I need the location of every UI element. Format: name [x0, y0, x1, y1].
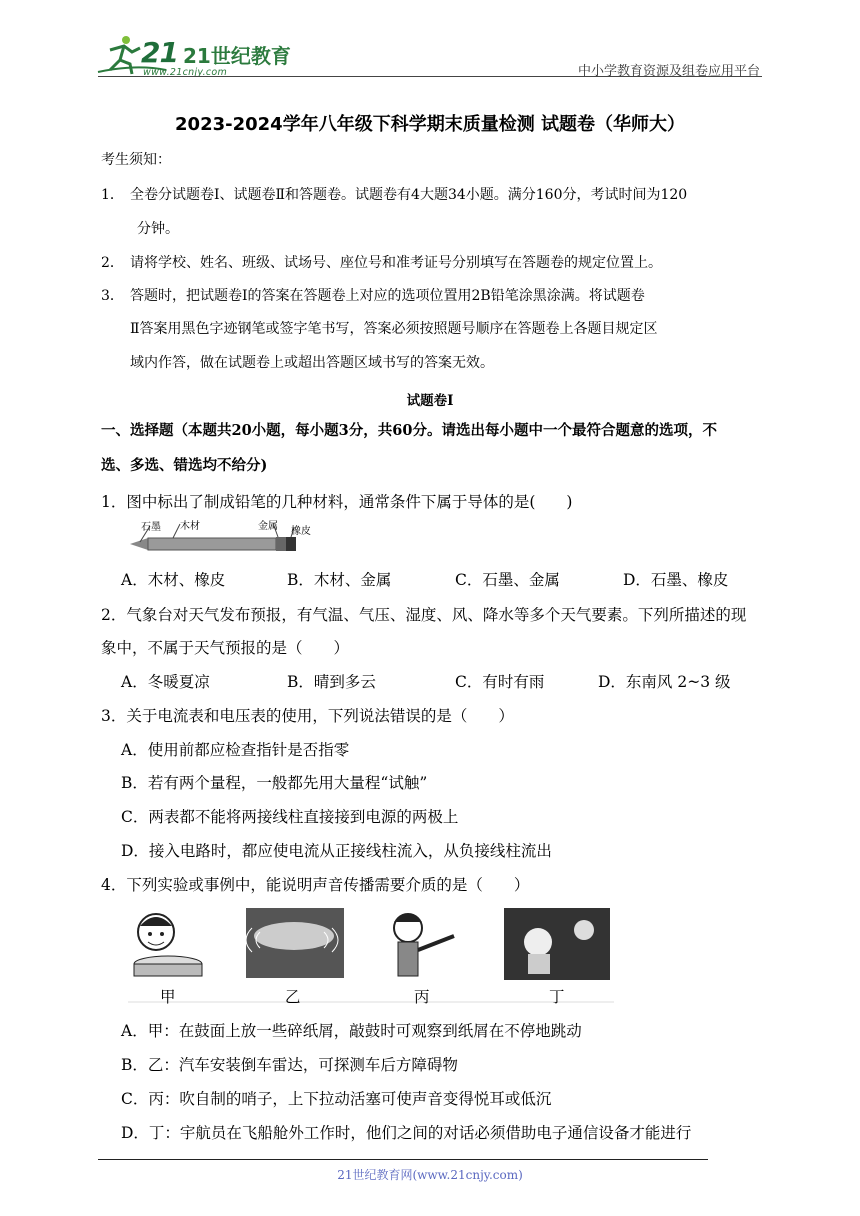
q2-stem-line-2: 象中，不属于天气预报的是（ ）	[101, 639, 350, 657]
notice-3-line-3: 域内作答，做在试题卷上或超出答题区域书写的答案无效。	[130, 355, 494, 371]
q2-stem-line-1: 2．气象台对天气发布预报，有气温、气压、湿度、风、降水等多个天气要素。下列所描述的现	[101, 606, 747, 624]
figure-whistle-icon	[394, 914, 454, 976]
q1-option-c: C．石墨、金属	[455, 571, 560, 589]
q3-option-d: D．接入电路时，都应使电流从正接线柱流入，从负接线柱流出	[121, 842, 552, 860]
q2-option-b: B．晴到多云	[287, 673, 376, 691]
section-title: 试题卷Ⅰ	[406, 393, 454, 409]
q2-option-d: D．东南风 2~3 级	[598, 673, 731, 691]
q4-option-b: B．乙：汽车安装倒车雷达，可探测车后方障碍物	[121, 1056, 458, 1074]
footer-divider	[98, 1159, 708, 1160]
notice-num-1: 1．	[101, 187, 124, 203]
fig-label-ding: 丁	[549, 988, 565, 1006]
fig-label-bing: 丙	[414, 988, 430, 1006]
footer-link[interactable]: 21世纪教育网(www.21cnjy.com)	[337, 1168, 523, 1182]
q4-option-d: D．丁：宇航员在飞船舱外工作时，他们之间的对话必须借助电子通信设备才能进行	[121, 1124, 692, 1142]
notice-heading: 考生须知：	[101, 152, 171, 168]
q2-option-c: C．有时有雨	[455, 673, 545, 691]
q4-stem: 4．下列实验或事例中，能说明声音传播需要介质的是（ ）	[101, 876, 530, 894]
q3-option-b: B．若有两个量程，一般都先用大量程“试触”	[121, 774, 428, 792]
fig-label-yi: 乙	[285, 988, 301, 1006]
notice-1-line-1: 全卷分试题卷Ⅰ、试题卷Ⅱ和答题卷。试题卷有4大题34小题。满分160分，考试时间为120	[130, 187, 688, 203]
fig-label-metal: 金属	[258, 521, 278, 532]
page-title: 2023-2024学年八年级下科学期末质量检测 试题卷（华师大）	[175, 114, 685, 135]
q4-option-c: C．丙：吹自制的哨子，上下拉动活塞可使声音变得悦耳或低沉	[121, 1090, 552, 1108]
notice-3-line-1: 答题时，把试题卷Ⅰ的答案在答题卷上对应的选项位置用2B铅笔涂黑涂满。将试题卷	[130, 288, 645, 304]
notice-num-3: 3．	[101, 288, 124, 304]
figure-drum-icon	[134, 914, 202, 976]
fig-label-eraser: 橡皮	[291, 526, 311, 537]
figure-astronaut-icon	[504, 908, 610, 980]
fig-label-graphite: 石墨	[141, 522, 161, 533]
q1-option-b: B．木材、金属	[287, 571, 392, 589]
notice-num-2: 2．	[101, 255, 124, 271]
logo-url: www.21cnjy.com	[143, 67, 228, 78]
q1-stem: 1．图中标出了制成铅笔的几种材料，通常条件下属于导体的是( )	[101, 493, 573, 511]
header-divider	[98, 76, 762, 77]
fig-label-jia: 甲	[160, 988, 176, 1006]
platform-name: 中小学教育资源及组卷应用平台	[577, 64, 760, 79]
part-heading-line-2: 选、多选、错选均不给分)	[101, 457, 268, 474]
fig-label-wood: 木材	[180, 521, 200, 532]
notice-3-line-2: Ⅱ答案用黑色字迹钢笔或签字笔书写，答案必须按照题号顺序在答题卷上各题目规定区	[130, 321, 658, 337]
notice-2-line-1: 请将学校、姓名、班级、试场号、座位号和准考证号分别填写在答题卷的规定位置上。	[130, 255, 662, 271]
q1-option-d: D．石墨、橡皮	[623, 571, 729, 589]
q2-option-a: A．冬暖夏凉	[121, 673, 210, 691]
q3-stem: 3．关于电流表和电压表的使用，下列说法错误的是（ ）	[101, 707, 514, 725]
logo-number: 21	[141, 36, 178, 69]
q4-option-a: A．甲：在鼓面上放一些碎纸屑，敲鼓时可观察到纸屑在不停地跳动	[121, 1022, 582, 1040]
q3-option-a: A．使用前都应检查指针是否指零	[121, 741, 350, 759]
figure-car-radar-icon	[246, 908, 344, 978]
part-heading-line-1: 一、选择题（本题共20小题，每小题3分，共60分。请选出每小题中一个最符合题意的选项，不	[101, 422, 717, 439]
q1-option-a: A．木材、橡皮	[121, 571, 226, 589]
logo-text: 21世纪教育	[183, 44, 291, 68]
q3-option-c: C．两表都不能将两接线柱直接接到电源的两极上	[121, 808, 459, 826]
q4-figures	[128, 906, 614, 1004]
notice-1-line-2: 分钟。	[137, 221, 179, 237]
